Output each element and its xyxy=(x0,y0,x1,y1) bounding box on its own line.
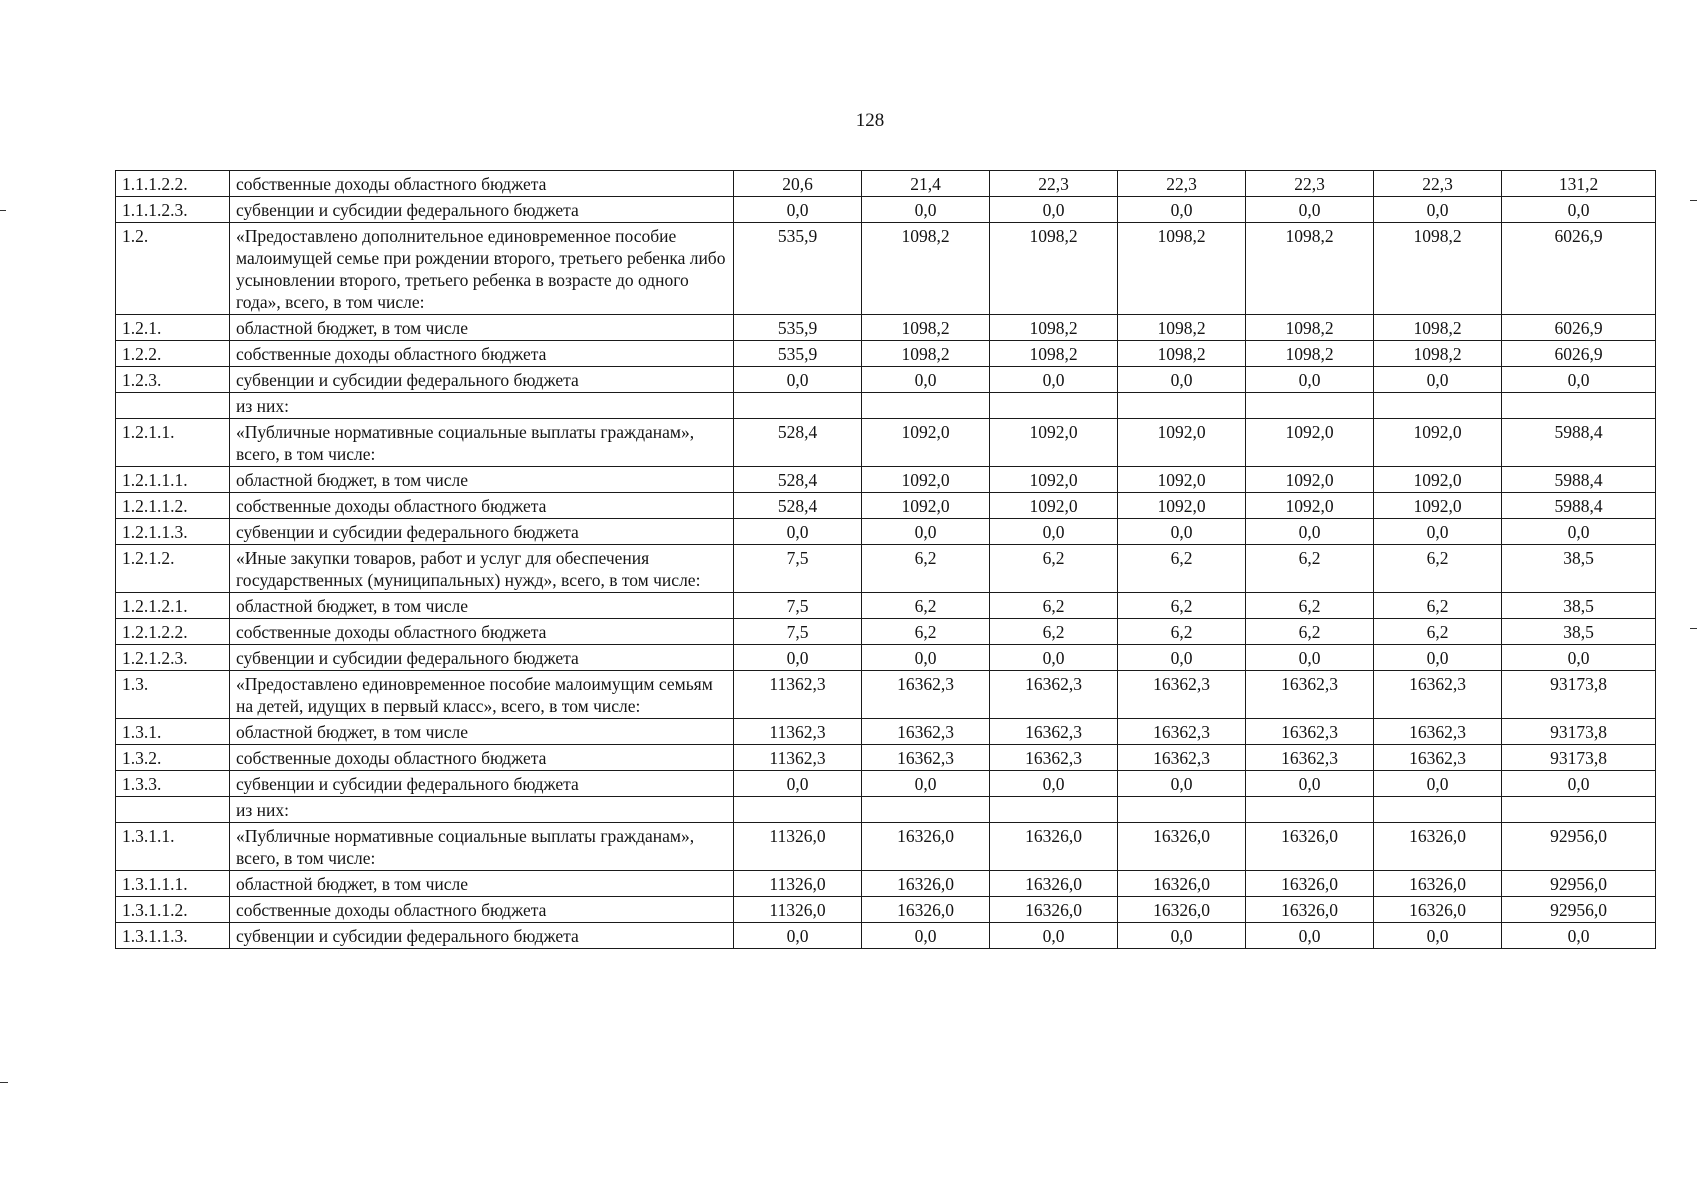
row-value: 1098,2 xyxy=(862,341,990,367)
row-description: областной бюджет, в том числе xyxy=(230,593,734,619)
row-value: 1098,2 xyxy=(1246,341,1374,367)
row-code: 1.2.3. xyxy=(116,367,230,393)
row-code: 1.2.1.1. xyxy=(116,419,230,467)
row-value: 16326,0 xyxy=(1118,871,1246,897)
row-value: 1092,0 xyxy=(862,419,990,467)
row-value xyxy=(990,797,1118,823)
row-total-value: 0,0 xyxy=(1502,645,1656,671)
row-value: 535,9 xyxy=(734,315,862,341)
row-value: 0,0 xyxy=(1246,645,1374,671)
row-total-value: 92956,0 xyxy=(1502,871,1656,897)
row-value xyxy=(734,797,862,823)
row-value: 11326,0 xyxy=(734,871,862,897)
row-description: субвенции и субсидии федерального бюджета xyxy=(230,367,734,393)
row-value: 1098,2 xyxy=(862,223,990,315)
row-value: 16326,0 xyxy=(1246,897,1374,923)
row-value: 6,2 xyxy=(862,545,990,593)
row-description: собственные доходы областного бюджета xyxy=(230,493,734,519)
row-value: 0,0 xyxy=(734,367,862,393)
row-value: 16326,0 xyxy=(862,897,990,923)
table-row xyxy=(116,493,1656,519)
row-total-value: 0,0 xyxy=(1502,519,1656,545)
row-code xyxy=(116,797,230,823)
row-value: 6,2 xyxy=(990,593,1118,619)
row-value: 6,2 xyxy=(1374,619,1502,645)
row-value: 1098,2 xyxy=(1374,223,1502,315)
row-value: 1092,0 xyxy=(1246,467,1374,493)
row-value: 16326,0 xyxy=(1374,871,1502,897)
row-total-value xyxy=(1502,393,1656,419)
row-total-value: 0,0 xyxy=(1502,923,1656,949)
row-description: из них: xyxy=(230,393,734,419)
table-row xyxy=(116,367,1656,393)
row-value: 0,0 xyxy=(734,645,862,671)
row-value xyxy=(990,393,1118,419)
table-row xyxy=(116,645,1656,671)
row-value: 7,5 xyxy=(734,545,862,593)
table-row xyxy=(116,223,1656,315)
row-value: 0,0 xyxy=(1374,367,1502,393)
row-code: 1.2.2. xyxy=(116,341,230,367)
row-value: 1098,2 xyxy=(1374,341,1502,367)
row-total-value: 93173,8 xyxy=(1502,671,1656,719)
row-description: субвенции и субсидии федерального бюджета xyxy=(230,923,734,949)
row-value: 0,0 xyxy=(1246,519,1374,545)
table-row xyxy=(116,897,1656,923)
row-value: 16362,3 xyxy=(990,745,1118,771)
row-code: 1.3.1.1. xyxy=(116,823,230,871)
row-value: 1092,0 xyxy=(1118,419,1246,467)
row-value: 16362,3 xyxy=(862,719,990,745)
row-total-value: 0,0 xyxy=(1502,197,1656,223)
row-total-value: 93173,8 xyxy=(1502,745,1656,771)
row-value: 0,0 xyxy=(1246,197,1374,223)
row-value: 16362,3 xyxy=(1374,671,1502,719)
row-code: 1.1.1.2.2. xyxy=(116,171,230,197)
row-value: 16326,0 xyxy=(862,823,990,871)
row-total-value: 93173,8 xyxy=(1502,719,1656,745)
row-value: 16362,3 xyxy=(1118,719,1246,745)
row-value xyxy=(1118,797,1246,823)
row-total-value: 0,0 xyxy=(1502,367,1656,393)
row-description: собственные доходы областного бюджета xyxy=(230,171,734,197)
row-value: 0,0 xyxy=(1374,771,1502,797)
table-row xyxy=(116,871,1656,897)
table-row xyxy=(116,393,1656,419)
row-value: 0,0 xyxy=(1374,645,1502,671)
row-value: 528,4 xyxy=(734,493,862,519)
table-row xyxy=(116,619,1656,645)
table-row xyxy=(116,545,1656,593)
row-code: 1.2.1.2.2. xyxy=(116,619,230,645)
row-value: 0,0 xyxy=(734,923,862,949)
row-total-value: 92956,0 xyxy=(1502,897,1656,923)
margin-mark-left-top xyxy=(0,210,6,211)
row-value: 21,4 xyxy=(862,171,990,197)
table-row xyxy=(116,593,1656,619)
row-code: 1.2.1.2. xyxy=(116,545,230,593)
row-value: 11326,0 xyxy=(734,823,862,871)
table-row xyxy=(116,315,1656,341)
row-value: 6,2 xyxy=(1374,593,1502,619)
row-value: 1098,2 xyxy=(1246,223,1374,315)
row-value: 22,3 xyxy=(1374,171,1502,197)
row-description: областной бюджет, в том числе xyxy=(230,871,734,897)
row-code: 1.2.1.2.3. xyxy=(116,645,230,671)
row-value: 16326,0 xyxy=(1374,823,1502,871)
row-value: 11362,3 xyxy=(734,671,862,719)
row-value: 6,2 xyxy=(1246,619,1374,645)
row-description: собственные доходы областного бюджета xyxy=(230,897,734,923)
row-value xyxy=(862,797,990,823)
row-value: 1092,0 xyxy=(1118,467,1246,493)
budget-table xyxy=(115,170,1656,949)
row-value: 0,0 xyxy=(862,771,990,797)
row-value: 16362,3 xyxy=(1118,745,1246,771)
row-value: 0,0 xyxy=(990,367,1118,393)
row-value: 0,0 xyxy=(1246,771,1374,797)
margin-mark-left-bottom xyxy=(0,1082,8,1083)
row-value: 22,3 xyxy=(1118,171,1246,197)
row-code: 1.2.1.1.1. xyxy=(116,467,230,493)
row-total-value: 38,5 xyxy=(1502,619,1656,645)
row-description: областной бюджет, в том числе xyxy=(230,467,734,493)
row-value: 1092,0 xyxy=(1246,419,1374,467)
row-total-value: 38,5 xyxy=(1502,593,1656,619)
row-value: 6,2 xyxy=(990,619,1118,645)
row-value: 11326,0 xyxy=(734,897,862,923)
row-value xyxy=(1246,797,1374,823)
row-value: 0,0 xyxy=(1374,519,1502,545)
row-value: 1098,2 xyxy=(1374,315,1502,341)
margin-mark-right-top xyxy=(1690,200,1697,201)
table-row xyxy=(116,823,1656,871)
row-code: 1.2.1. xyxy=(116,315,230,341)
row-total-value: 92956,0 xyxy=(1502,823,1656,871)
row-value: 1092,0 xyxy=(1374,419,1502,467)
row-value: 6,2 xyxy=(1246,545,1374,593)
row-total-value: 5988,4 xyxy=(1502,419,1656,467)
row-value: 16362,3 xyxy=(1118,671,1246,719)
row-value: 16362,3 xyxy=(1246,745,1374,771)
row-value: 1092,0 xyxy=(1246,493,1374,519)
row-description: субвенции и субсидии федерального бюджета xyxy=(230,771,734,797)
row-code: 1.2. xyxy=(116,223,230,315)
row-value: 0,0 xyxy=(1246,923,1374,949)
row-value: 0,0 xyxy=(862,519,990,545)
row-value: 1098,2 xyxy=(990,223,1118,315)
row-code: 1.3.1.1.3. xyxy=(116,923,230,949)
row-value: 1092,0 xyxy=(990,419,1118,467)
row-value: 1092,0 xyxy=(990,493,1118,519)
table-row xyxy=(116,519,1656,545)
row-description: «Публичные нормативные социальные выплаты гражданам», всего, в том числе: xyxy=(230,823,734,871)
row-value: 16362,3 xyxy=(1374,745,1502,771)
row-value: 0,0 xyxy=(862,645,990,671)
table-row xyxy=(116,467,1656,493)
table-row xyxy=(116,771,1656,797)
row-value: 16362,3 xyxy=(1246,671,1374,719)
row-value: 0,0 xyxy=(990,923,1118,949)
row-value: 528,4 xyxy=(734,419,862,467)
row-description: субвенции и субсидии федерального бюджета xyxy=(230,197,734,223)
row-value: 16326,0 xyxy=(990,823,1118,871)
row-value xyxy=(1246,393,1374,419)
row-value: 0,0 xyxy=(990,645,1118,671)
table-row xyxy=(116,341,1656,367)
row-value: 535,9 xyxy=(734,223,862,315)
row-value: 1098,2 xyxy=(862,315,990,341)
row-value: 1092,0 xyxy=(1374,467,1502,493)
row-total-value: 5988,4 xyxy=(1502,467,1656,493)
row-value: 11362,3 xyxy=(734,719,862,745)
row-total-value: 6026,9 xyxy=(1502,315,1656,341)
row-value: 1092,0 xyxy=(990,467,1118,493)
row-value: 1098,2 xyxy=(1246,315,1374,341)
row-value xyxy=(1374,393,1502,419)
table-row xyxy=(116,719,1656,745)
row-description: субвенции и субсидии федерального бюджета xyxy=(230,645,734,671)
row-value: 16326,0 xyxy=(1118,897,1246,923)
row-value: 6,2 xyxy=(862,593,990,619)
row-code: 1.2.1.1.2. xyxy=(116,493,230,519)
row-description: собственные доходы областного бюджета xyxy=(230,341,734,367)
row-value: 16362,3 xyxy=(862,671,990,719)
row-description: «Предоставлено единовременное пособие малоимущим семьям на детей, идущих в первый класс», всего, в том числе: xyxy=(230,671,734,719)
row-value: 6,2 xyxy=(1118,619,1246,645)
row-value: 0,0 xyxy=(734,519,862,545)
row-total-value: 6026,9 xyxy=(1502,223,1656,315)
row-value: 16326,0 xyxy=(990,871,1118,897)
row-total-value: 5988,4 xyxy=(1502,493,1656,519)
row-value: 11362,3 xyxy=(734,745,862,771)
row-value: 0,0 xyxy=(862,197,990,223)
row-value: 16326,0 xyxy=(1118,823,1246,871)
row-value: 0,0 xyxy=(1246,367,1374,393)
row-description: «Иные закупки товаров, работ и услуг для обеспечения государственных (муниципальных) нужд», всего, в том числе: xyxy=(230,545,734,593)
row-code: 1.3. xyxy=(116,671,230,719)
row-value: 16362,3 xyxy=(990,671,1118,719)
row-description: «Публичные нормативные социальные выплаты гражданам», всего, в том числе: xyxy=(230,419,734,467)
row-value: 7,5 xyxy=(734,619,862,645)
row-total-value: 6026,9 xyxy=(1502,341,1656,367)
row-description: из них: xyxy=(230,797,734,823)
row-description: областной бюджет, в том числе xyxy=(230,315,734,341)
row-value: 22,3 xyxy=(1246,171,1374,197)
row-value: 16326,0 xyxy=(862,871,990,897)
row-description: областной бюджет, в том числе xyxy=(230,719,734,745)
row-code: 1.2.1.1.3. xyxy=(116,519,230,545)
table-row xyxy=(116,797,1656,823)
row-value: 0,0 xyxy=(734,197,862,223)
row-value: 6,2 xyxy=(862,619,990,645)
row-value: 0,0 xyxy=(862,923,990,949)
row-value: 1092,0 xyxy=(862,493,990,519)
row-value: 0,0 xyxy=(1118,197,1246,223)
row-value: 535,9 xyxy=(734,341,862,367)
row-description: субвенции и субсидии федерального бюджета xyxy=(230,519,734,545)
row-value: 20,6 xyxy=(734,171,862,197)
row-value: 1092,0 xyxy=(1374,493,1502,519)
row-value: 16326,0 xyxy=(990,897,1118,923)
row-value: 7,5 xyxy=(734,593,862,619)
table-row xyxy=(116,671,1656,719)
table-row xyxy=(116,171,1656,197)
row-value: 0,0 xyxy=(990,197,1118,223)
row-value: 6,2 xyxy=(1118,593,1246,619)
row-value: 6,2 xyxy=(1118,545,1246,593)
row-value: 0,0 xyxy=(1118,771,1246,797)
row-value: 16362,3 xyxy=(1246,719,1374,745)
row-description: собственные доходы областного бюджета xyxy=(230,745,734,771)
row-value: 0,0 xyxy=(734,771,862,797)
row-code: 1.3.1.1.2. xyxy=(116,897,230,923)
table-row xyxy=(116,923,1656,949)
row-value xyxy=(734,393,862,419)
row-value xyxy=(1118,393,1246,419)
row-description: «Предоставлено дополнительное единовременное пособие малоимущей семье при рождении второго, третьего ребенка либо усыновлении второго, третьего ребенка в возрасте до одного года», всего, в том числе: xyxy=(230,223,734,315)
row-total-value: 131,2 xyxy=(1502,171,1656,197)
row-value: 16326,0 xyxy=(1246,823,1374,871)
table-row xyxy=(116,745,1656,771)
row-total-value: 0,0 xyxy=(1502,771,1656,797)
row-value: 0,0 xyxy=(1118,367,1246,393)
row-value: 16326,0 xyxy=(1374,897,1502,923)
row-value: 0,0 xyxy=(1118,519,1246,545)
row-value: 1098,2 xyxy=(1118,315,1246,341)
row-value: 6,2 xyxy=(990,545,1118,593)
row-description: собственные доходы областного бюджета xyxy=(230,619,734,645)
row-code: 1.2.1.2.1. xyxy=(116,593,230,619)
row-total-value: 38,5 xyxy=(1502,545,1656,593)
row-code xyxy=(116,393,230,419)
row-value: 16362,3 xyxy=(990,719,1118,745)
row-value xyxy=(1374,797,1502,823)
row-value: 0,0 xyxy=(990,771,1118,797)
row-value: 0,0 xyxy=(1118,645,1246,671)
margin-mark-right-bottom xyxy=(1690,628,1697,629)
row-value: 0,0 xyxy=(1374,923,1502,949)
row-code: 1.1.1.2.3. xyxy=(116,197,230,223)
row-total-value xyxy=(1502,797,1656,823)
row-value: 6,2 xyxy=(1374,545,1502,593)
row-value xyxy=(862,393,990,419)
page-number: 128 xyxy=(855,110,885,131)
row-code: 1.3.3. xyxy=(116,771,230,797)
row-value: 22,3 xyxy=(990,171,1118,197)
row-value: 6,2 xyxy=(1246,593,1374,619)
row-value: 1092,0 xyxy=(1118,493,1246,519)
row-code: 1.3.2. xyxy=(116,745,230,771)
row-value: 1098,2 xyxy=(990,315,1118,341)
row-value: 0,0 xyxy=(862,367,990,393)
table-row xyxy=(116,419,1656,467)
row-value: 528,4 xyxy=(734,467,862,493)
row-value: 0,0 xyxy=(990,519,1118,545)
row-value: 16362,3 xyxy=(1374,719,1502,745)
row-value: 16362,3 xyxy=(862,745,990,771)
row-value: 1092,0 xyxy=(862,467,990,493)
row-value: 1098,2 xyxy=(1118,223,1246,315)
budget-table-body xyxy=(116,171,1656,949)
row-value: 0,0 xyxy=(1118,923,1246,949)
row-value: 1098,2 xyxy=(990,341,1118,367)
row-code: 1.3.1. xyxy=(116,719,230,745)
table-row xyxy=(116,197,1656,223)
row-code: 1.3.1.1.1. xyxy=(116,871,230,897)
row-value: 1098,2 xyxy=(1118,341,1246,367)
row-value: 16326,0 xyxy=(1246,871,1374,897)
row-value: 0,0 xyxy=(1374,197,1502,223)
